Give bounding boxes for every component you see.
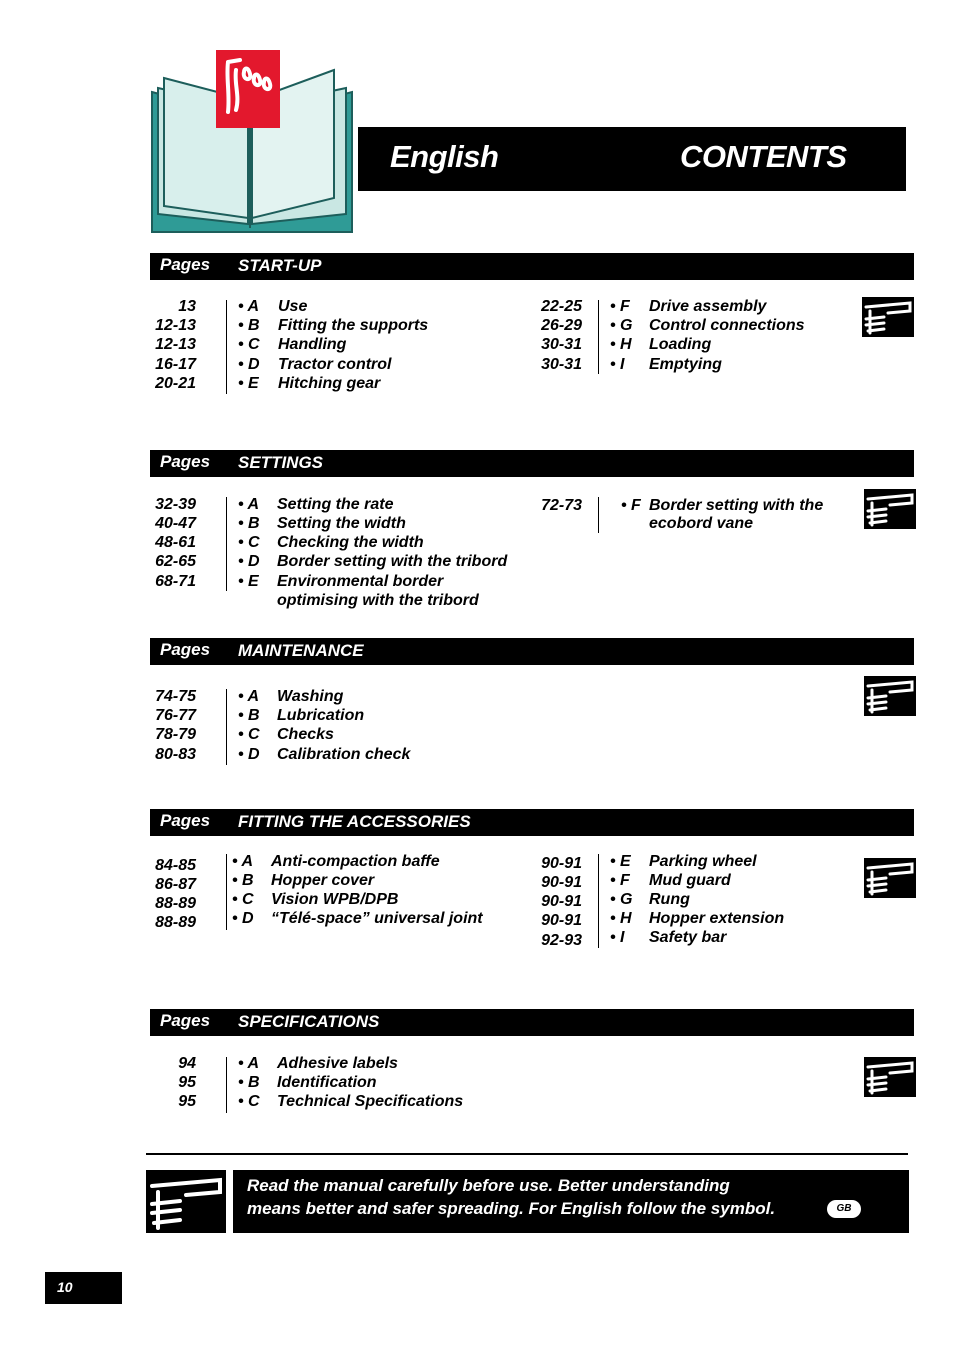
entry-letter: • A [238,688,260,705]
pointing-hand-icon [864,676,916,716]
entry-letter: • F [621,497,641,514]
section-header-specifications [150,1009,914,1036]
entry-text: Checks [277,726,334,743]
footer-notice [233,1170,909,1233]
entry-pages: 30-31 [541,336,582,353]
pointing-hand-icon [862,297,914,337]
footer-divider [146,1153,908,1155]
pages-label: Pages [160,811,211,830]
entry-letter: • G [610,317,633,334]
entry-text: Hitching gear [278,375,381,392]
column-divider [226,300,227,394]
entry-text: Adhesive labels [277,1055,398,1072]
column-divider [226,854,227,930]
entry-text: Use [278,298,308,315]
entry-text: Environmental border [277,573,444,590]
entry-text: Hopper extension [649,910,785,927]
entry-pages: 68-71 [155,573,196,590]
entry-pages: 32-39 [155,496,196,513]
entry-pages: 13 [178,298,196,315]
entry-pages: 72-73 [541,497,582,514]
entry-letter: • C [238,1093,260,1110]
entry-text: Drive assembly [649,298,767,315]
entry-text: Safety bar [649,929,727,946]
entry-text: Anti-compaction baffe [271,853,440,870]
entry-pages: 88-89 [155,914,196,931]
entry-pages: 40-47 [155,515,196,532]
entry-letter: • H [610,910,632,927]
entry-text: Checking the width [277,534,424,551]
entry-pages: 12-13 [155,336,196,353]
entry-letter: • C [238,534,260,551]
entry-pages: 90-91 [541,912,582,929]
language-title: English [390,139,499,174]
entry-letter: • H [610,336,632,353]
notice-line-1: Read the manual carefully before use. Better understanding [247,1176,730,1195]
pointing-hand-icon [864,489,916,529]
entry-text: Mud guard [649,872,731,889]
toc-entry-continuation: optimising with the tribord [277,592,479,609]
entry-text: Setting the width [277,515,406,532]
entry-letter: • A [238,298,260,315]
section-title: MAINTENANCE [238,641,364,660]
entry-pages: 80-83 [155,746,196,763]
column-divider [226,1057,227,1113]
entry-letter: • F [610,872,630,889]
section-title: SETTINGS [238,453,324,472]
section-title: FITTING THE ACCESSORIES [238,812,471,831]
entry-pages: 22-25 [541,298,582,315]
entry-letter: • E [238,573,259,590]
entry-text: Handling [278,336,347,353]
entry-pages: 95 [178,1093,196,1110]
pages-label: Pages [160,452,211,471]
entry-letter: • D [232,910,254,927]
notice-line-2: means better and safer spreading. For English follow the symbol. [247,1199,776,1218]
entry-pages: 30-31 [541,356,582,373]
section-title: SPECIFICATIONS [238,1012,380,1031]
entry-text: Fitting the supports [278,317,429,334]
page-number: 10 [57,1279,73,1295]
entry-letter: • B [238,317,260,334]
entry-letter: • D [238,746,260,763]
entry-text: Control connections [649,317,805,334]
entry-letter: • A [238,1055,260,1072]
entry-text: “Télé-space” universal joint [271,910,483,927]
entry-letter: • C [238,726,260,743]
entry-letter: • C [232,891,254,908]
entry-letter: • E [610,853,631,870]
entry-pages: 94 [178,1055,196,1072]
section-header-settings [150,450,914,477]
entry-text: Hopper cover [271,872,375,889]
pages-label: Pages [160,640,211,659]
column-divider [598,300,599,374]
entry-text: Lubrication [277,707,365,724]
entry-letter: • C [238,336,260,353]
page-number-box [45,1272,122,1304]
entry-letter: • G [610,891,633,908]
pages-label: Pages [160,255,211,274]
entry-pages: 95 [178,1074,196,1091]
entry-text: Loading [649,336,712,353]
entry-pages: 20-21 [155,375,196,392]
column-divider [598,854,599,948]
entry-pages: 92-93 [541,932,582,949]
section-header-accessories [150,809,914,836]
entry-pages: 12-13 [155,317,196,334]
section-title: START-UP [238,256,322,275]
entry-text: Washing [277,688,344,705]
entry-pages: 90-91 [541,855,582,872]
entry-text: Emptying [649,356,722,373]
entry-text: Identification [277,1074,377,1091]
entry-letter: • E [238,375,259,392]
entry-text: Setting the rate [277,496,394,513]
entry-letter: • B [238,1074,260,1091]
entry-letter: • I [610,929,625,946]
entry-pages: 78-79 [155,726,196,743]
entry-letter: • A [232,853,254,870]
entry-pages: 16-17 [155,356,196,373]
entry-pages: 62-65 [155,553,196,570]
entry-text: Border setting with the [649,497,824,514]
column-divider [226,497,227,591]
entry-pages: 26-29 [541,317,582,334]
entry-letter: • A [238,496,260,513]
section-header-startup [150,253,914,280]
entry-text: Parking wheel [649,853,757,870]
pointing-hand-icon [146,1170,226,1233]
entry-pages: 84-85 [155,857,196,874]
pointing-hand-icon [864,858,916,898]
entry-text: Rung [649,891,690,908]
title-bar [358,127,906,191]
entry-text: Technical Specifications [277,1093,464,1110]
entry-text: Tractor control [278,356,392,373]
entry-pages: 74-75 [155,688,196,705]
column-divider [598,497,599,533]
entry-text: Vision WPB/DPB [271,891,399,908]
section-header-maintenance [150,638,914,665]
entry-letter: • B [238,515,260,532]
entry-pages: 86-87 [155,876,196,893]
entry-letter: • F [610,298,630,315]
entry-pages: 48-61 [155,534,196,551]
entry-letter: • I [610,356,625,373]
entry-letter: • D [238,356,260,373]
entry-letter: • B [232,872,254,889]
entry-pages: 76-77 [155,707,196,724]
entry-text: Border setting with the tribord [277,553,508,570]
entry-letter: • B [238,707,260,724]
contents-title: CONTENTS [680,139,847,174]
gb-badge: GB [827,1200,861,1218]
entry-pages: 88-89 [155,895,196,912]
column-divider [226,689,227,765]
toc-entry-continuation: ecobord vane [649,515,754,532]
entry-text: Calibration check [277,746,411,763]
book-logo-icon [148,48,358,238]
pages-label: Pages [160,1011,211,1030]
entry-letter: • D [238,553,260,570]
pointing-hand-icon [864,1057,916,1097]
entry-pages: 90-91 [541,893,582,910]
entry-pages: 90-91 [541,874,582,891]
